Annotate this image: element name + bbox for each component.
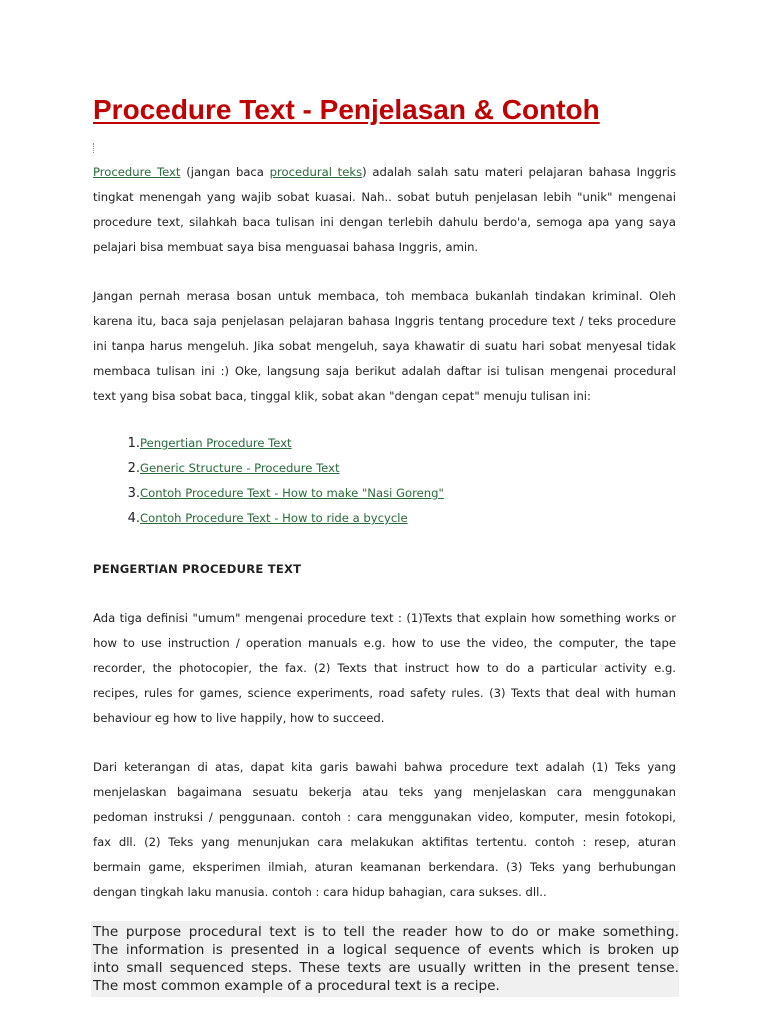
paragraph-line: Dari keterangan di atas, dapat kita garis bawahi bahwa procedure text adalah (1) Teks yang bbox=[93, 760, 676, 774]
page-title: Procedure Text - Penjelasan & Contoh bbox=[93, 94, 600, 125]
toc-number: 2. bbox=[127, 461, 140, 476]
toc-link-generic-structure[interactable]: Generic Structure - Procedure Text bbox=[140, 461, 340, 475]
intro-line: procedure text, silahkah baca tulisan ini dengan terlebih dahulu berdo'a, semoga apa yang saya bbox=[93, 215, 676, 229]
anchor-marker bbox=[93, 143, 95, 153]
purpose-callout bbox=[91, 921, 679, 997]
paragraph-line: membaca tulisan ini :) Oke, langsung saja berikut adalah daftar isi tulisan mengenai procedural bbox=[93, 364, 676, 378]
callout-line: The information is presented in a logical sequence of events which is broken up bbox=[93, 942, 679, 958]
paragraph-line: recorder, the photocopier, the fax. (2) Texts that instruct how to do a particular activity e.g. bbox=[93, 661, 676, 675]
paragraph-line: behaviour eg how to live happily, how to succeed. bbox=[93, 711, 385, 725]
callout-line: The most common example of a procedural text is a recipe. bbox=[93, 978, 500, 994]
summary-paragraph bbox=[93, 755, 676, 905]
toc-link-nasi-goreng[interactable]: Contoh Procedure Text - How to make "Nasi Goreng" bbox=[140, 486, 444, 500]
toc-item bbox=[110, 506, 444, 531]
paragraph-line: pedoman instruksi / penggunaan. contoh : cara menggunakan video, komputer, mesin fotokopi, bbox=[93, 810, 676, 824]
table-of-contents bbox=[110, 431, 444, 531]
intro-paragraph bbox=[93, 160, 676, 260]
paragraph-line: ini tanpa harus mengeluh. Jika sobat mengeluh, saya khawatir di suatu hari sobat menyesal tidak bbox=[93, 339, 676, 353]
intro-line: pelajari bisa membuat saya bisa menguasai bahasa Inggris, amin. bbox=[93, 240, 479, 254]
toc-link-pengertian[interactable]: Pengertian Procedure Text bbox=[140, 436, 292, 450]
paragraph-line: fax dll. (2) Teks yang menunjukan cara melakukan aktifitas tertentu. contoh : resep, aturan bbox=[93, 835, 676, 849]
paragraph-line: how to use instruction / operation manuals e.g. how to use the video, the computer, the tape bbox=[93, 636, 676, 650]
toc-item bbox=[110, 481, 444, 506]
paragraph-line: bermain game, eksperimen ilmiah, aturan keamanan berkendara. (3) Teks yang berhubungan bbox=[93, 860, 676, 874]
procedure-text-link[interactable]: Procedure Text bbox=[93, 165, 181, 179]
reading-paragraph bbox=[93, 284, 676, 409]
intro-line: tingkat menengah yang wajib sobat kuasai. Nah.. sobat butuh penjelasan lebih "unik" mengenai bbox=[93, 190, 676, 204]
paragraph-line: Ada tiga definisi "umum" mengenai procedure text : (1)Texts that explain how something works or bbox=[93, 611, 676, 625]
procedural-teks-link[interactable]: procedural teks bbox=[269, 165, 363, 179]
paragraph-line: karena itu, baca saja penjelasan pelajaran bahasa Inggris tentang procedure text / teks procedure bbox=[93, 314, 676, 328]
definition-paragraph bbox=[93, 606, 676, 731]
callout-line: into small sequenced steps. These texts are usually written in the present tense. bbox=[93, 960, 679, 976]
paragraph-line: text yang bisa sobat baca, tinggal klik, sobat akan "dengan cepat" menuju tulisan ini: bbox=[93, 389, 591, 403]
intro-text-2: ) adalah salah satu materi pelajaran bahasa Inggris bbox=[362, 165, 676, 179]
callout-line: The purpose procedural text is to tell the reader how to do or make something. bbox=[93, 924, 679, 940]
paragraph-line: recipes, rules for games, science experiments, road safety rules. (3) Texts that deal with human bbox=[93, 686, 676, 700]
paragraph-line: dengan tingkah laku manusia. contoh : cara hidup bahagian, cara sukses. dll.. bbox=[93, 885, 547, 899]
toc-link-bycycle[interactable]: Contoh Procedure Text - How to ride a bycycle bbox=[140, 511, 408, 525]
intro-line bbox=[93, 160, 676, 185]
section-heading: PENGERTIAN PROCEDURE TEXT bbox=[93, 562, 302, 576]
paragraph-line: Jangan pernah merasa bosan untuk membaca, toh membaca bukanlah tindakan kriminal. Oleh bbox=[93, 289, 676, 303]
toc-item bbox=[110, 431, 444, 456]
toc-number: 1. bbox=[127, 436, 140, 451]
toc-number: 3. bbox=[127, 486, 140, 501]
intro-text-1: (jangan baca bbox=[180, 165, 270, 179]
toc-item bbox=[110, 456, 444, 481]
paragraph-line: menjelaskan bagaimana sesuatu bekerja atau teks yang menjelaskan cara menggunakan bbox=[93, 785, 676, 799]
toc-number: 4. bbox=[127, 511, 140, 526]
